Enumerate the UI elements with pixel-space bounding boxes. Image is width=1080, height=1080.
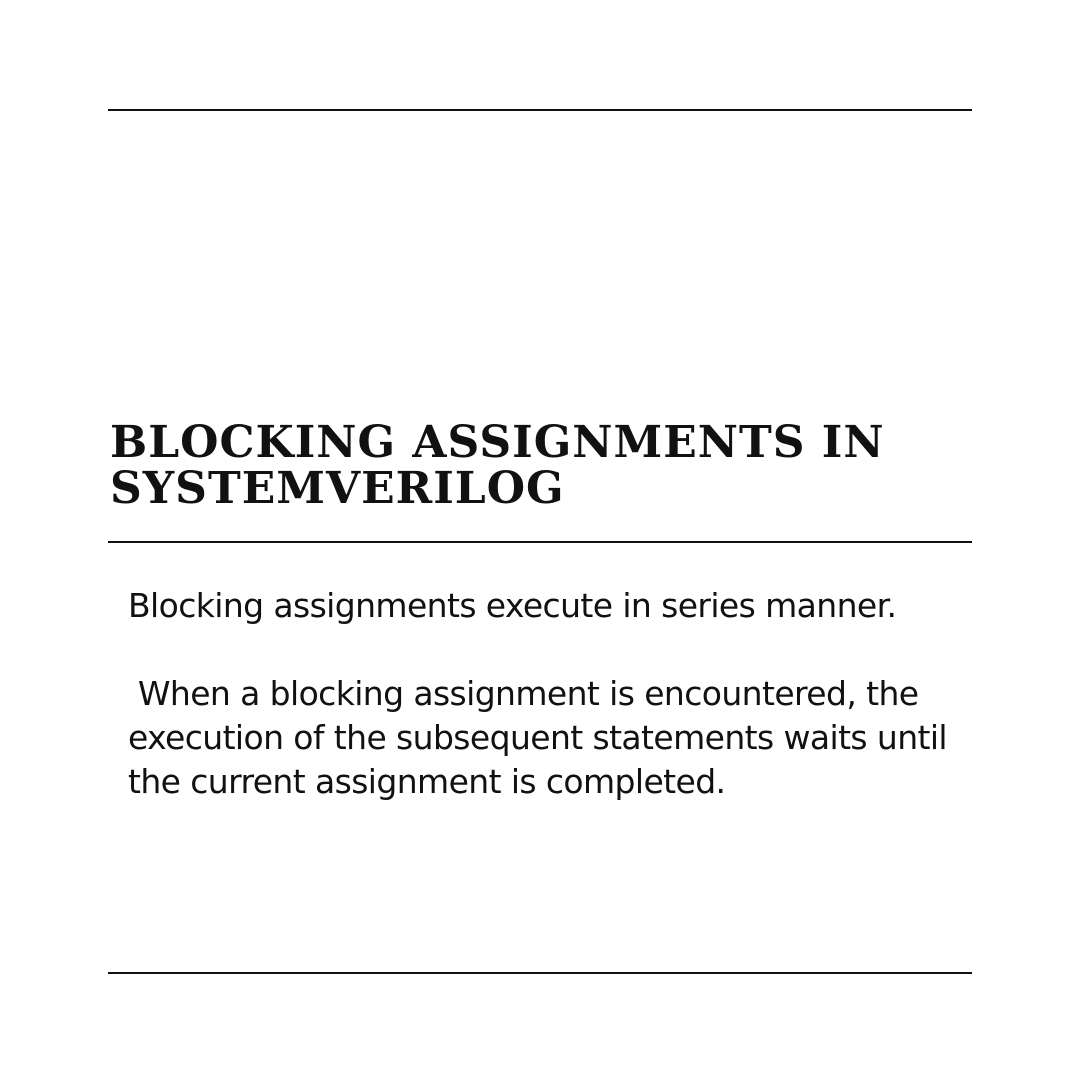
paragraph-detail-line-2: execution of the subsequent statements waits until — [128, 718, 947, 757]
paragraph-detail-line-1: When a blocking assignment is encountered, the — [128, 674, 919, 713]
paragraph-detail — [128, 672, 978, 804]
paragraph-summary — [128, 584, 978, 628]
top-divider — [108, 109, 972, 111]
title-line-2: SYSTEMVERILOG — [110, 463, 565, 515]
paragraph-detail-line-3: the current assignment is completed. — [128, 762, 726, 801]
paragraph-summary-text: Blocking assignments execute in series manner. — [128, 586, 897, 625]
title-underline — [108, 541, 972, 543]
body-text — [128, 584, 978, 804]
title-line-1: BLOCKING ASSIGNMENTS IN — [110, 417, 885, 468]
page-title — [110, 417, 970, 515]
bottom-divider — [108, 972, 972, 974]
